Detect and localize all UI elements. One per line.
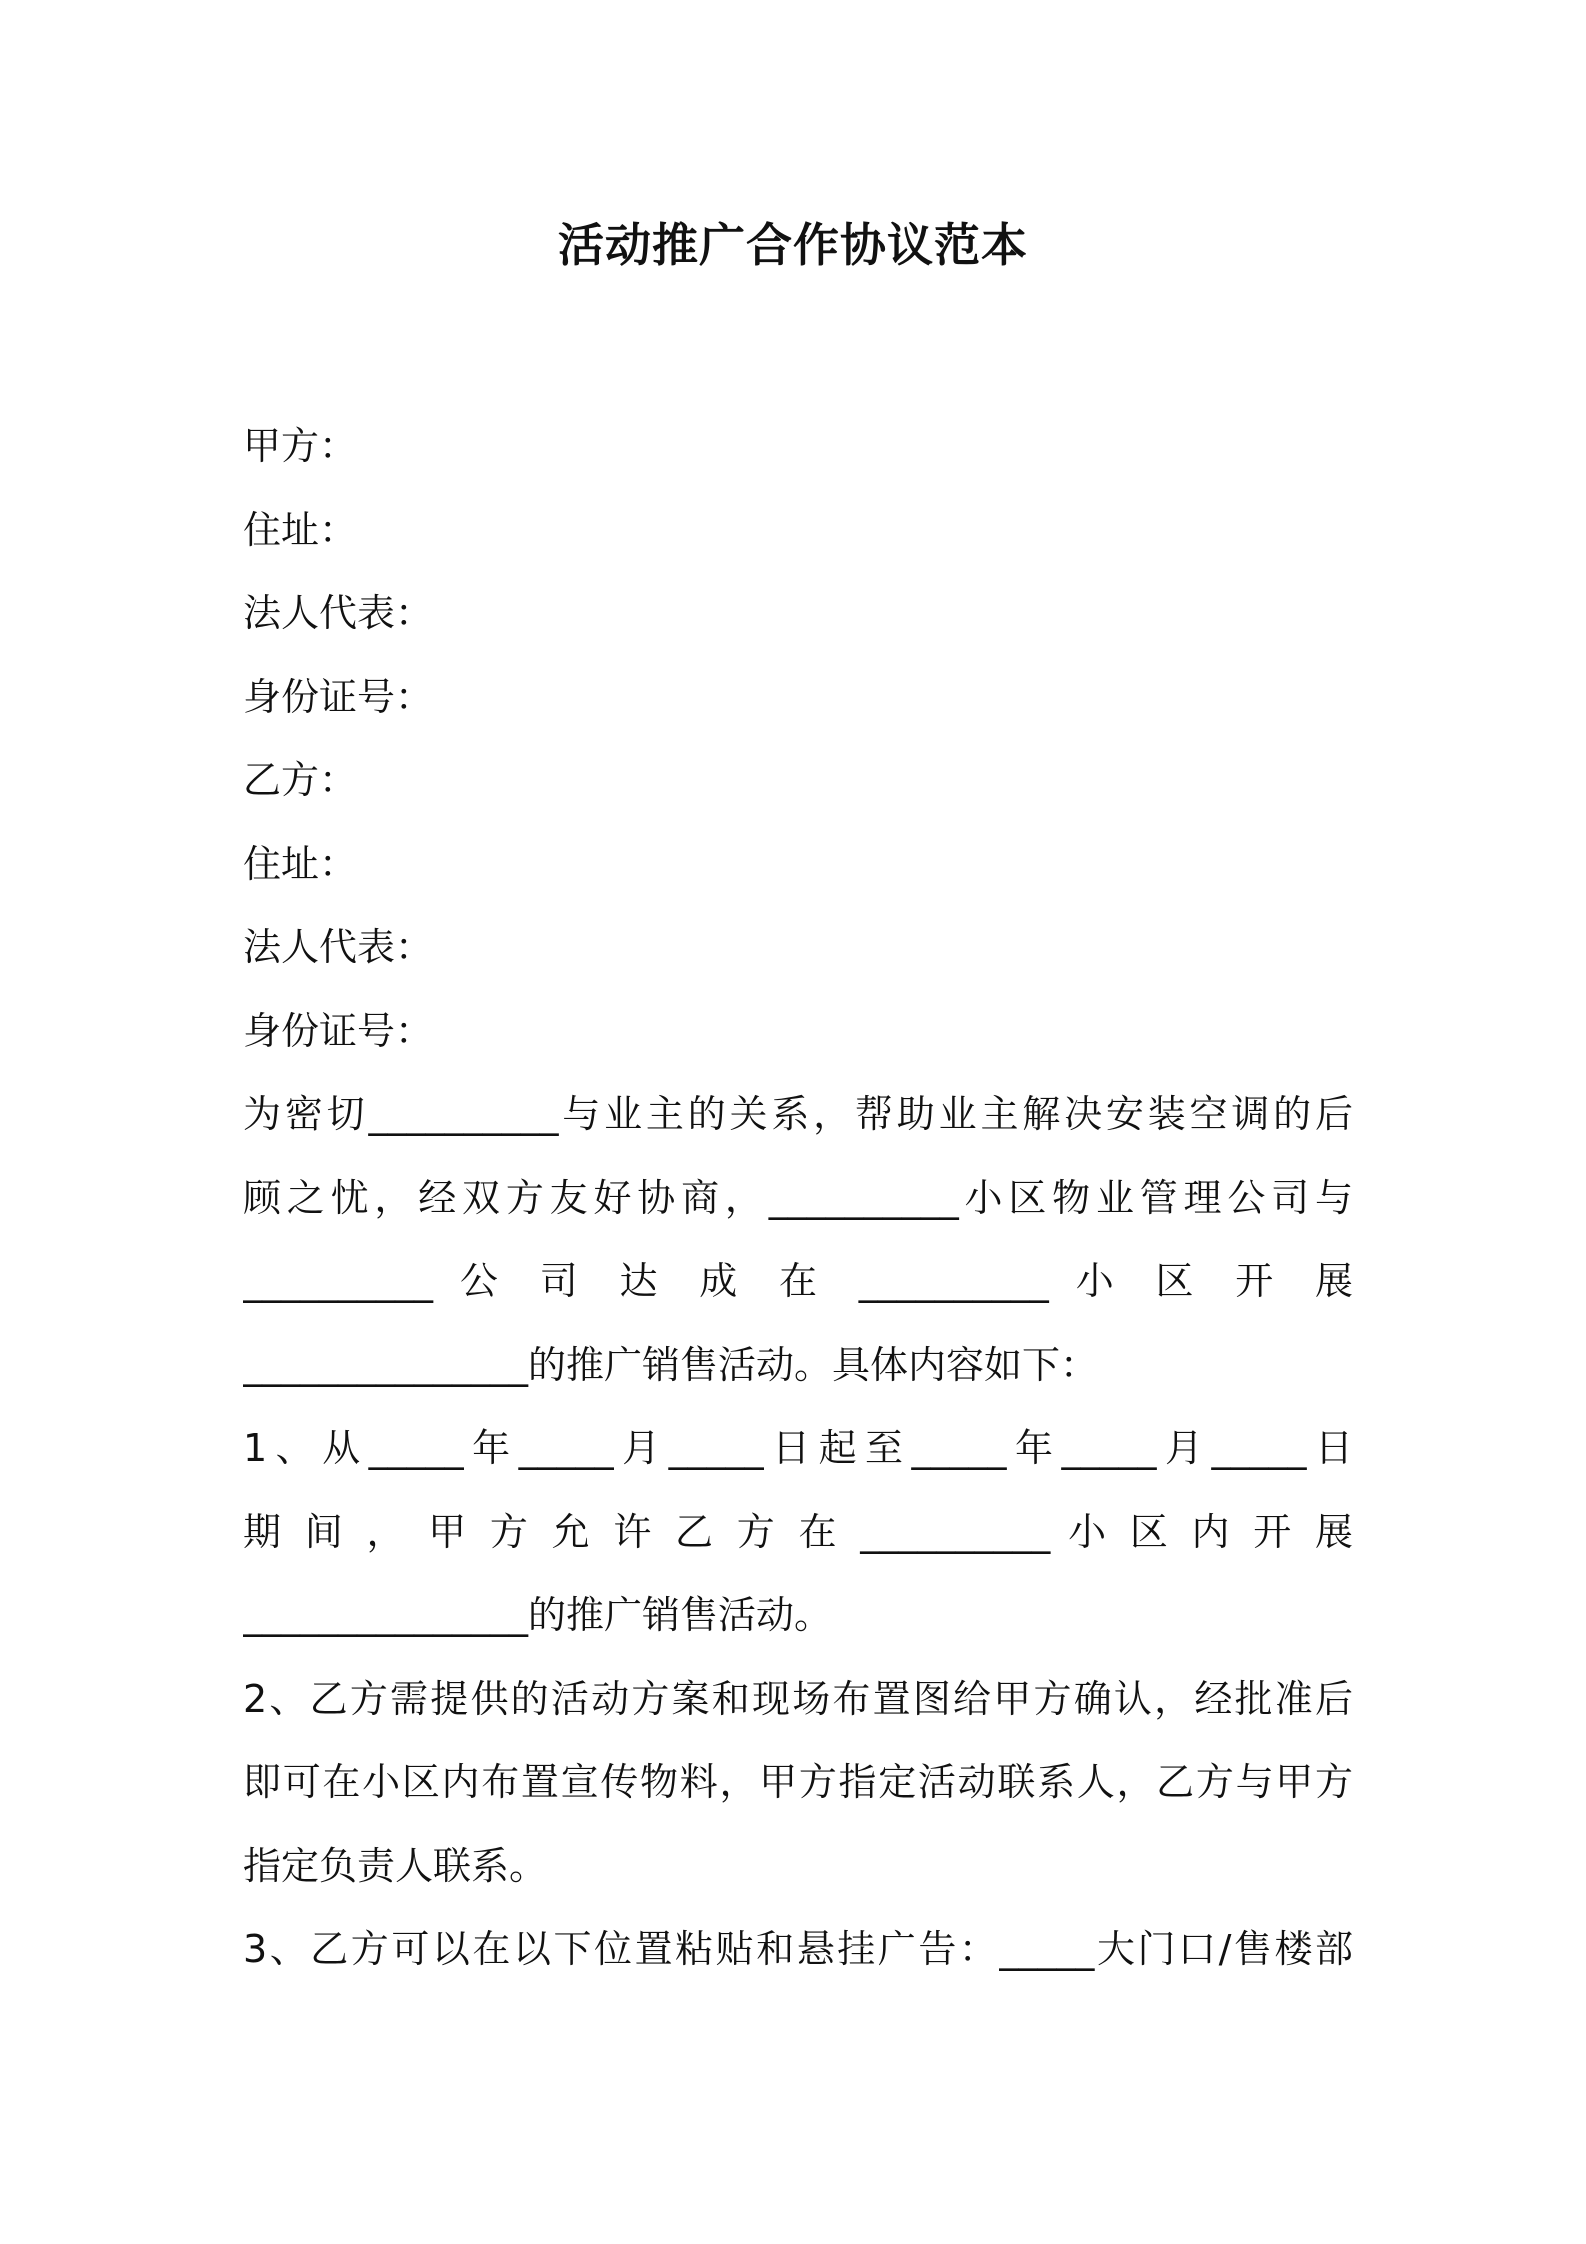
- party-b-id-number-label: 身份证号：: [243, 1008, 434, 1053]
- intro-paragraph-line: 顾之忧，经双方友好协商，__________小区物业管理公司与: [243, 1175, 1353, 1220]
- intro-paragraph-line: _______________的推广销售活动。具体内容如下：: [243, 1342, 1099, 1387]
- document-title: 活动推广合作协议范本: [558, 218, 1028, 272]
- clause-2-line: 即可在小区内布置宣传物料，甲方指定活动联系人，乙方与甲方: [243, 1760, 1353, 1804]
- clause-1-line: 期 间 ， 甲 方 允 许 乙 方 在 __________ 小 区 内 开 展: [243, 1509, 1353, 1554]
- party-a-address-label: 住址：: [243, 507, 358, 552]
- party-b-legal-rep-label: 法人代表：: [243, 925, 434, 969]
- clause-1-line: 1、从_____年_____月_____日起至_____年_____月_____日: [243, 1426, 1353, 1470]
- clause-2-line: 指定负责人联系。: [243, 1843, 548, 1888]
- clause-1-line: _______________的推广销售活动。: [243, 1593, 833, 1637]
- clause-3-line: 3、乙方可以在以下位置粘贴和悬挂广告：_____大门口/售楼部: [243, 1927, 1353, 1971]
- party-a-id-number-label: 身份证号：: [243, 674, 434, 719]
- document-body: [243, 405, 1353, 1992]
- party-b-label: 乙方：: [243, 758, 358, 802]
- intro-paragraph-line: __________ 公 司 达 成 在 __________ 小 区 开 展: [243, 1259, 1353, 1303]
- party-a-legal-rep-label: 法人代表：: [243, 591, 434, 635]
- clause-2-line: 2、乙方需提供的活动方案和现场布置图给甲方确认，经批准后: [243, 1676, 1353, 1721]
- party-b-address-label: 住址：: [243, 841, 358, 886]
- party-a-label: 甲方：: [243, 424, 358, 468]
- intro-paragraph-line: 为密切__________与业主的关系，帮助业主解决安装空调的后: [243, 1092, 1353, 1136]
